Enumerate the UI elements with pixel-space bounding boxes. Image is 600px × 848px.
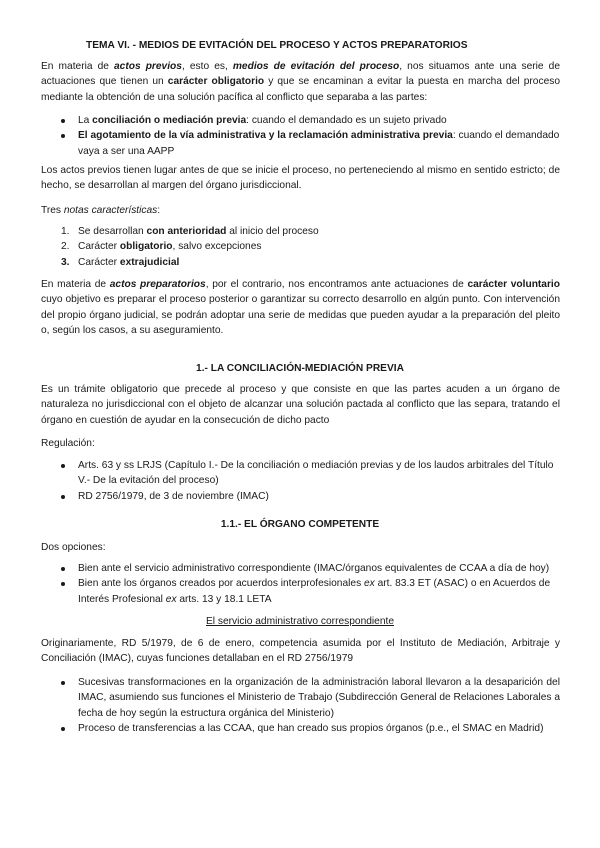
conciliacion-paragraph: Es un trámite obligatorio que precede al proceso y que consiste en que las partes acuden a un órgano de naturaleza no jurisdiccional con el objeto de alcanzar una solución pactada al conflicto que las separa, tratando el órgano en cuestión de ayudar en la consecución de dicho pacto [41,384,560,426]
section-heading-1: 1.- LA CONCILIACIÓN-MEDIACIÓN PREVIA [196,363,404,374]
intro-paragraph: En materia de actos previos, esto es, medios de evitación del proceso, nos situamos ante una serie de actuaciones que tienen un carácter obligatorio y que se encaminan a evitar la puesta en marcha del proceso mediante la obtención de una solución pacífica al conflicto que separaba a las partes: [41,61,561,103]
list-item: El agotamiento de la vía administrativa y la reclamación administrativa previa: cuando el demandado vaya a ser una AAPP [41,128,560,159]
originariamente-paragraph: Originariamente, RD 5/1979, de 6 de enero, competencia asumida por el Instituto de Mediación, Arbitraje y Conciliación (IMAC), cuyas funciones detallaban en el RD 2756/1979 [41,638,560,665]
transformaciones-list [41,675,560,736]
actos-previos-list [41,113,560,159]
list-item: La conciliación o mediación previa: cuando el demandado es un sujeto privado [41,113,560,128]
list-item: Arts. 63 y ss LRJS (Capítulo I.- De la conciliación o mediación previas y de los laudos arbitrales del Título V.- De la evitación del proceso) [41,458,560,489]
notas-list [41,224,560,270]
actos-preparatorios-paragraph: En materia de actos preparatorios, por el contrario, nos encontramos ante actuaciones de carácter voluntario cuyo objetivo es preparar el proceso posterior o garantizar su correcto desarrollo en algún punto. Con intervención del propio órgano judicial, se podrán adoptar una serie de medidas que pueden ayudar a la preparación del pleito o, según los casos, a su aseguramiento. [41,279,560,336]
list-item: Proceso de transferencias a las CCAA, que han creado sus propios órganos (p.e., el SMAC en Madrid) [41,721,560,736]
opciones-label: Dos opciones: [41,542,106,553]
actos-previos-paragraph: Los actos previos tienen lugar antes de que se inicie el proceso, no perteneciendo al mismo en sentido estricto; de hecho, se desarrollan al margen del órgano jurisdiccional. [41,165,560,192]
list-item: 1. Se desarrollan con anterioridad al inicio del proceso [61,226,319,237]
opciones-list [41,561,560,607]
list-item: Bien ante el servicio administrativo correspondiente (IMAC/órganos equivalentes de CCAA a día de hoy) [41,561,560,576]
document-title: TEMA VI. - MEDIOS DE EVITACIÓN DEL PROCESO Y ACTOS PREPARATORIOS [86,40,468,51]
list-item: Bien ante los órganos creados por acuerdos interprofesionales ex art. 83.3 ET (ASAC) o en Acuerdos de Interés Profesional ex arts. 13 y 18.1 LETA [41,576,560,607]
notas-heading: Tres notas características: [41,205,161,216]
subheading-servicio: El servicio administrativo correspondiente [206,616,394,627]
list-item: RD 2756/1979, de 3 de noviembre (IMAC) [41,489,560,504]
section-heading-1-1: 1.1.- EL ÓRGANO COMPETENTE [220,519,380,530]
list-item: Sucesivas transformaciones en la organización de la administración laboral llevaron a la desaparición del IMAC, asumiendo sus funciones el Ministerio de Trabajo (Subdirección General de Relaciones Laborales a fecha de hoy según la estructura orgánica del Ministerio) [41,675,560,721]
list-item: 2. Carácter obligatorio, salvo excepciones [61,241,262,253]
list-item: 3. Carácter extrajudicial [61,256,180,268]
regulacion-list [41,458,560,504]
regulacion-label: Regulación: [41,438,95,449]
